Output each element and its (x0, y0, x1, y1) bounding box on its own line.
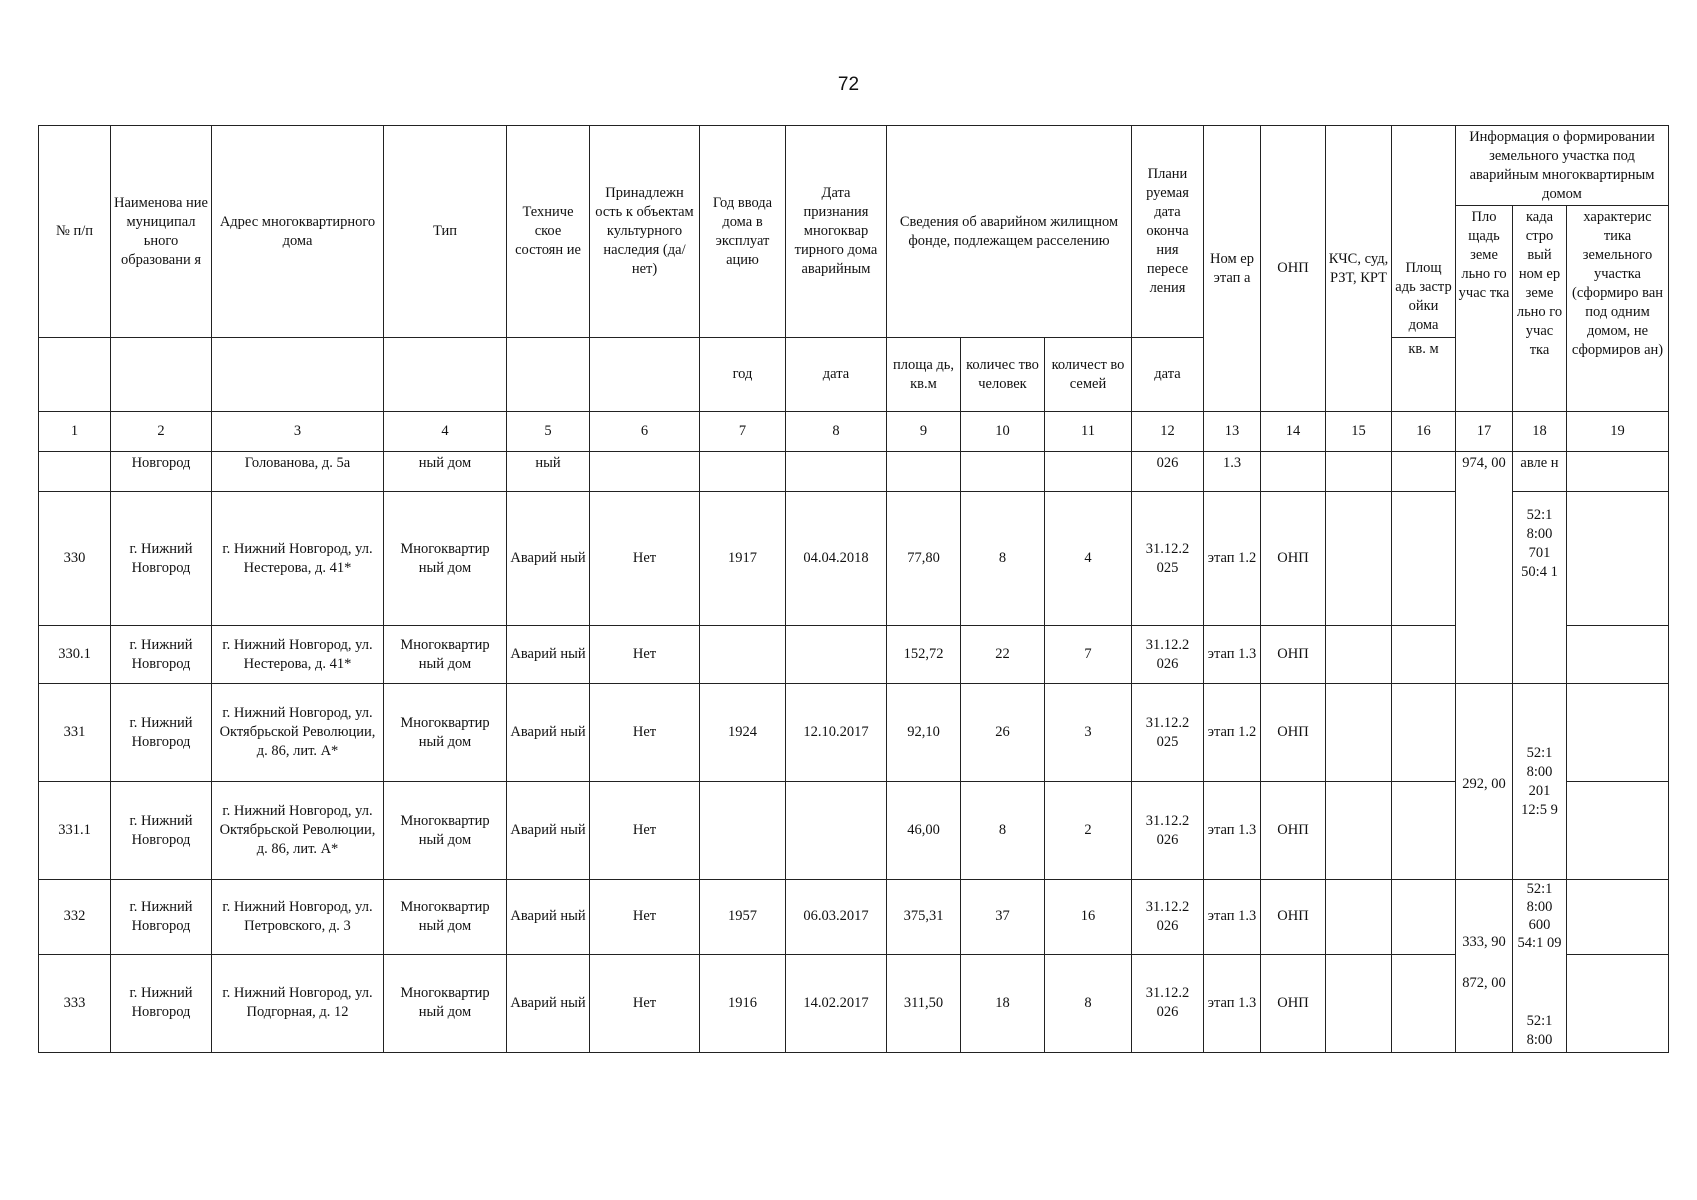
cell-area: 92,10 (887, 684, 961, 782)
header-built-area: Площ адь застр ойки дома (1392, 126, 1456, 338)
cell-type: Многоквартир ный дом (384, 492, 507, 626)
cell-area: 46,00 (887, 782, 961, 880)
cell-land-area: 333, 90 (1456, 880, 1513, 955)
table-row (39, 452, 1669, 492)
header-tech-state: Техниче ское состоян ие (507, 126, 590, 338)
cell-cadastral: 52:1 8:00 (1513, 954, 1567, 1052)
cell-stage: этап 1.3 (1204, 954, 1261, 1052)
cell-onp: ОНП (1261, 684, 1326, 782)
cell-kchs (1326, 452, 1392, 492)
cell-area (887, 452, 961, 492)
cell-year (700, 626, 786, 684)
cell-families (1045, 452, 1132, 492)
cell-tech: Аварий ный (507, 782, 590, 880)
col-number: 19 (1567, 412, 1669, 452)
cell-area: 311,50 (887, 954, 961, 1052)
cell-area: 152,72 (887, 626, 961, 684)
cell-date: 06.03.2017 (786, 880, 887, 955)
cell-address: Голованова, д. 5а (212, 452, 384, 492)
cell-land-char (1567, 684, 1669, 782)
cell-stage: этап 1.3 (1204, 626, 1261, 684)
cell-onp: ОНП (1261, 782, 1326, 880)
cell-land-area: 872, 00 (1456, 954, 1513, 1052)
cell-date (786, 626, 887, 684)
cell-onp: ОНП (1261, 880, 1326, 955)
col-number: 16 (1392, 412, 1456, 452)
cell-municipality: г. Нижний Новгород (111, 880, 212, 955)
cell-cadastral: 52:1 8:00 701 50:4 1 (1513, 492, 1567, 684)
cell-address: г. Нижний Новгород, ул. Подгорная, д. 12 (212, 954, 384, 1052)
header-date-recognition: Дата признания многоквар тирного дома аварийным (786, 126, 887, 338)
cell-families: 2 (1045, 782, 1132, 880)
col-number: 1 (39, 412, 111, 452)
header-land-area: Пло щадь земе льно го учас тка (1456, 206, 1513, 412)
header-cadastral: када стро вый ном ер земе льно го учас тка (1513, 206, 1567, 412)
cell-tech: ный (507, 452, 590, 492)
cell-address: г. Нижний Новгород, ул. Нестерова, д. 41* (212, 492, 384, 626)
cell-n: 330.1 (39, 626, 111, 684)
col-number: 12 (1132, 412, 1204, 452)
cell-address: г. Нижний Новгород, ул. Октябрьской Революции, д. 86, лит. А* (212, 782, 384, 880)
cell-address: г. Нижний Новгород, ул. Нестерова, д. 41* (212, 626, 384, 684)
cell-built-area (1392, 492, 1456, 626)
cell-kchs (1326, 880, 1392, 955)
cell-municipality: г. Нижний Новгород (111, 782, 212, 880)
cell-kchs (1326, 782, 1392, 880)
unit-families: количест во семей (1045, 338, 1132, 412)
cell-planned: 026 (1132, 452, 1204, 492)
col-number: 17 (1456, 412, 1513, 452)
cell-families: 16 (1045, 880, 1132, 955)
cell-planned: 31.12.2 026 (1132, 954, 1204, 1052)
cell-people: 18 (961, 954, 1045, 1052)
unit-year: год (700, 338, 786, 412)
cell-stage: этап 1.3 (1204, 880, 1261, 955)
cell-heritage: Нет (590, 684, 700, 782)
cell-built-area (1392, 452, 1456, 492)
cell-people: 8 (961, 782, 1045, 880)
cell-type: Многоквартир ный дом (384, 782, 507, 880)
header-kchs: КЧС, суд, РЗТ, КРТ (1326, 126, 1392, 412)
cell-type: Многоквартир ный дом (384, 626, 507, 684)
cell-tech: Аварий ный (507, 880, 590, 955)
cell-municipality: г. Нижний Новгород (111, 626, 212, 684)
header-onp: ОНП (1261, 126, 1326, 412)
cell-heritage: Нет (590, 880, 700, 955)
cell-land-char (1567, 452, 1669, 492)
cell-people: 26 (961, 684, 1045, 782)
header-year: Год ввода дома в эксплуат ацию (700, 126, 786, 338)
cell-stage: 1.3 (1204, 452, 1261, 492)
cell-built-area (1392, 626, 1456, 684)
cell-n: 332 (39, 880, 111, 955)
cell-heritage: Нет (590, 492, 700, 626)
cell-onp: ОНП (1261, 626, 1326, 684)
cell-people: 37 (961, 880, 1045, 955)
table-row (39, 954, 1669, 1052)
cell-tech: Аварий ный (507, 684, 590, 782)
cell-date (786, 452, 887, 492)
cell-municipality: г. Нижний Новгород (111, 684, 212, 782)
cell-type: ный дом (384, 452, 507, 492)
cell-stage: этап 1.3 (1204, 782, 1261, 880)
cell-heritage: Нет (590, 954, 700, 1052)
cell-planned: 31.12.2 026 (1132, 626, 1204, 684)
table-row (39, 684, 1669, 782)
cell-kchs (1326, 492, 1392, 626)
cell-planned: 31.12.2 026 (1132, 782, 1204, 880)
cell-year: 1924 (700, 684, 786, 782)
cell-families: 3 (1045, 684, 1132, 782)
cell-heritage: Нет (590, 782, 700, 880)
cell-type: Многоквартир ный дом (384, 954, 507, 1052)
cell-planned: 31.12.2 025 (1132, 684, 1204, 782)
page-number: 72 (837, 74, 860, 95)
cell-kchs (1326, 684, 1392, 782)
cell-onp: ОНП (1261, 492, 1326, 626)
unit-date2: дата (1132, 338, 1204, 412)
col-number: 9 (887, 412, 961, 452)
col-number: 4 (384, 412, 507, 452)
cell-people (961, 452, 1045, 492)
cell-planned: 31.12.2 026 (1132, 880, 1204, 955)
cell-type: Многоквартир ный дом (384, 880, 507, 955)
cell-people: 8 (961, 492, 1045, 626)
cell-tech: Аварий ный (507, 626, 590, 684)
col-number: 11 (1045, 412, 1132, 452)
header-land-char: характерис тика земельного участка (сформиро ван под одним домом, не сформиров ан) (1567, 206, 1669, 412)
cell-cadastral: авле н (1513, 452, 1567, 492)
cell-municipality: г. Нижний Новгород (111, 492, 212, 626)
cell-date: 14.02.2017 (786, 954, 887, 1052)
cell-date: 04.04.2018 (786, 492, 887, 626)
col-number: 6 (590, 412, 700, 452)
header-municipality: Наименова ние муниципал ьного образовани я (111, 126, 212, 338)
col-number: 2 (111, 412, 212, 452)
cell-stage: этап 1.2 (1204, 492, 1261, 626)
cell-year: 1917 (700, 492, 786, 626)
table-row (39, 880, 1669, 955)
cell-built-area (1392, 954, 1456, 1052)
col-number: 13 (1204, 412, 1261, 452)
cell-municipality: г. Нижний Новгород (111, 954, 212, 1052)
cell-type: Многоквартир ный дом (384, 684, 507, 782)
cell-land-char (1567, 492, 1669, 626)
header-n: № п/п (39, 126, 111, 338)
cell-area: 77,80 (887, 492, 961, 626)
cell-built-area (1392, 880, 1456, 955)
cell-heritage (590, 452, 700, 492)
cell-tech: Аварий ный (507, 954, 590, 1052)
unit-sqm: кв. м (1392, 338, 1456, 412)
header-address: Адрес многоквартирного дома (212, 126, 384, 338)
cell-n (39, 452, 111, 492)
cell-tech: Аварий ный (507, 492, 590, 626)
header-type: Тип (384, 126, 507, 338)
cell-address: г. Нижний Новгород, ул. Петровского, д. 3 (212, 880, 384, 955)
cell-date: 12.10.2017 (786, 684, 887, 782)
cell-cadastral: 52:1 8:00 600 54:1 09 (1513, 880, 1567, 955)
cell-year (700, 782, 786, 880)
cell-land-char (1567, 880, 1669, 955)
cell-n: 331.1 (39, 782, 111, 880)
emergency-housing-table (38, 125, 1669, 1053)
col-number: 3 (212, 412, 384, 452)
cell-families: 8 (1045, 954, 1132, 1052)
cell-year: 1957 (700, 880, 786, 955)
cell-families: 7 (1045, 626, 1132, 684)
cell-land-char (1567, 954, 1669, 1052)
cell-date (786, 782, 887, 880)
unit-date: дата (786, 338, 887, 412)
cell-n: 330 (39, 492, 111, 626)
cell-built-area (1392, 684, 1456, 782)
cell-kchs (1326, 626, 1392, 684)
cell-land-area: 292, 00 (1456, 684, 1513, 880)
cell-address: г. Нижний Новгород, ул. Октябрьской Революции, д. 86, лит. А* (212, 684, 384, 782)
col-number: 5 (507, 412, 590, 452)
cell-families: 4 (1045, 492, 1132, 626)
cell-built-area (1392, 782, 1456, 880)
cell-n: 331 (39, 684, 111, 782)
header-stage: Ном ер этап а (1204, 126, 1261, 412)
cell-cadastral: 52:1 8:00 201 12:5 9 (1513, 684, 1567, 880)
col-number: 18 (1513, 412, 1567, 452)
table-row (39, 626, 1669, 684)
cell-year (700, 452, 786, 492)
unit-people: количес тво человек (961, 338, 1045, 412)
header-planned-date: Плани руемая дата оконча ния пересе ления (1132, 126, 1204, 338)
table-row (39, 492, 1669, 626)
header-land-info: Информация о формировании земельного участка под аварийным многоквартирным домом (1456, 126, 1669, 206)
table-row (39, 782, 1669, 880)
cell-year: 1916 (700, 954, 786, 1052)
cell-land-char (1567, 626, 1669, 684)
cell-onp: ОНП (1261, 954, 1326, 1052)
cell-area: 375,31 (887, 880, 961, 955)
header-heritage: Принадлежн ость к объектам культурного наследия (да/нет) (590, 126, 700, 338)
cell-land-char (1567, 782, 1669, 880)
cell-people: 22 (961, 626, 1045, 684)
col-number: 8 (786, 412, 887, 452)
col-number: 7 (700, 412, 786, 452)
header-housing-info: Сведения об аварийном жилищном фонде, подлежащем расселению (887, 126, 1132, 338)
cell-kchs (1326, 954, 1392, 1052)
cell-onp (1261, 452, 1326, 492)
cell-heritage: Нет (590, 626, 700, 684)
col-number: 15 (1326, 412, 1392, 452)
cell-municipality: Новгород (111, 452, 212, 492)
cell-planned: 31.12.2 025 (1132, 492, 1204, 626)
cell-land-area: 974, 00 (1456, 452, 1513, 684)
cell-n: 333 (39, 954, 111, 1052)
col-number: 14 (1261, 412, 1326, 452)
col-number: 10 (961, 412, 1045, 452)
cell-stage: этап 1.2 (1204, 684, 1261, 782)
unit-area: площа дь, кв.м (887, 338, 961, 412)
